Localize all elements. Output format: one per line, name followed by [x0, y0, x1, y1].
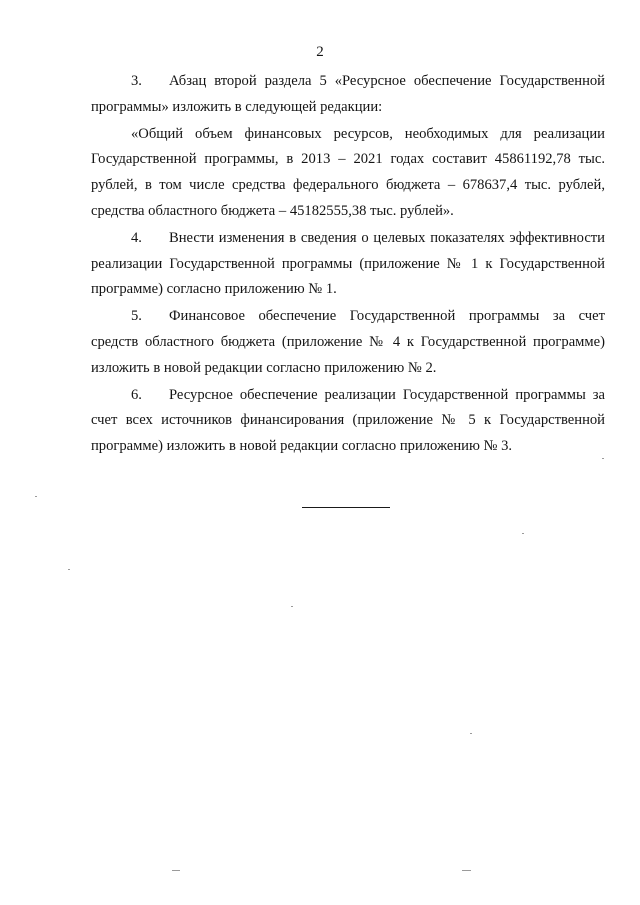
paragraph-item-5	[91, 304, 605, 381]
paragraph-text: Ресурсное обеспечение реализации Государственной программы за счет всех источников финансирования (приложение № 5 к Государственной программе) изложить в новой редакции согласно приложению № 3.	[91, 386, 605, 455]
scan-speck	[172, 870, 180, 871]
scan-speck	[35, 496, 37, 497]
paragraph-quote	[91, 122, 605, 225]
paragraph-item-6	[91, 383, 605, 460]
page-number: 2	[316, 44, 324, 60]
scan-speck	[462, 870, 471, 871]
scan-speck	[291, 606, 293, 607]
paragraph-text: Внести изменения в сведения о целевых показателях эффективности реализации Государственной программы (приложение № 1 к Государственной программе) согласно приложению № 1.	[91, 229, 605, 298]
scan-speck	[470, 733, 472, 734]
paragraph-item-4	[91, 226, 605, 303]
scan-speck	[522, 533, 524, 534]
scan-speck	[602, 458, 604, 459]
scan-speck	[68, 569, 70, 570]
paragraph-text: Абзац второй раздела 5 «Ресурсное обеспечение Государственной программы» изложить в следующей редакции:	[91, 73, 605, 115]
item-number: 5.	[131, 308, 142, 325]
item-number: 3.	[131, 73, 142, 89]
paragraph-item-3	[91, 69, 605, 121]
paragraph-text: Финансовое обеспечение Государственной программы за счет средств областного бюджета (приложение № 4 к Государственной программе) изложить в новой редакции согласно приложению № 2.	[91, 308, 605, 376]
item-number: 6.	[131, 386, 142, 403]
item-number: 4.	[131, 229, 142, 246]
document-body	[91, 69, 605, 460]
paragraph-text: «Общий объем финансовых ресурсов, необходимых для реализации Государственной программы, в 2013 – 2021 годах составит 45861192,78 тыс. рублей, в том числе средства федерального бюджета – 678637,4 тыс. рублей, средства областного бюджета – 45182555,38 тыс. рублей».	[91, 125, 605, 219]
end-divider-line	[302, 507, 390, 508]
